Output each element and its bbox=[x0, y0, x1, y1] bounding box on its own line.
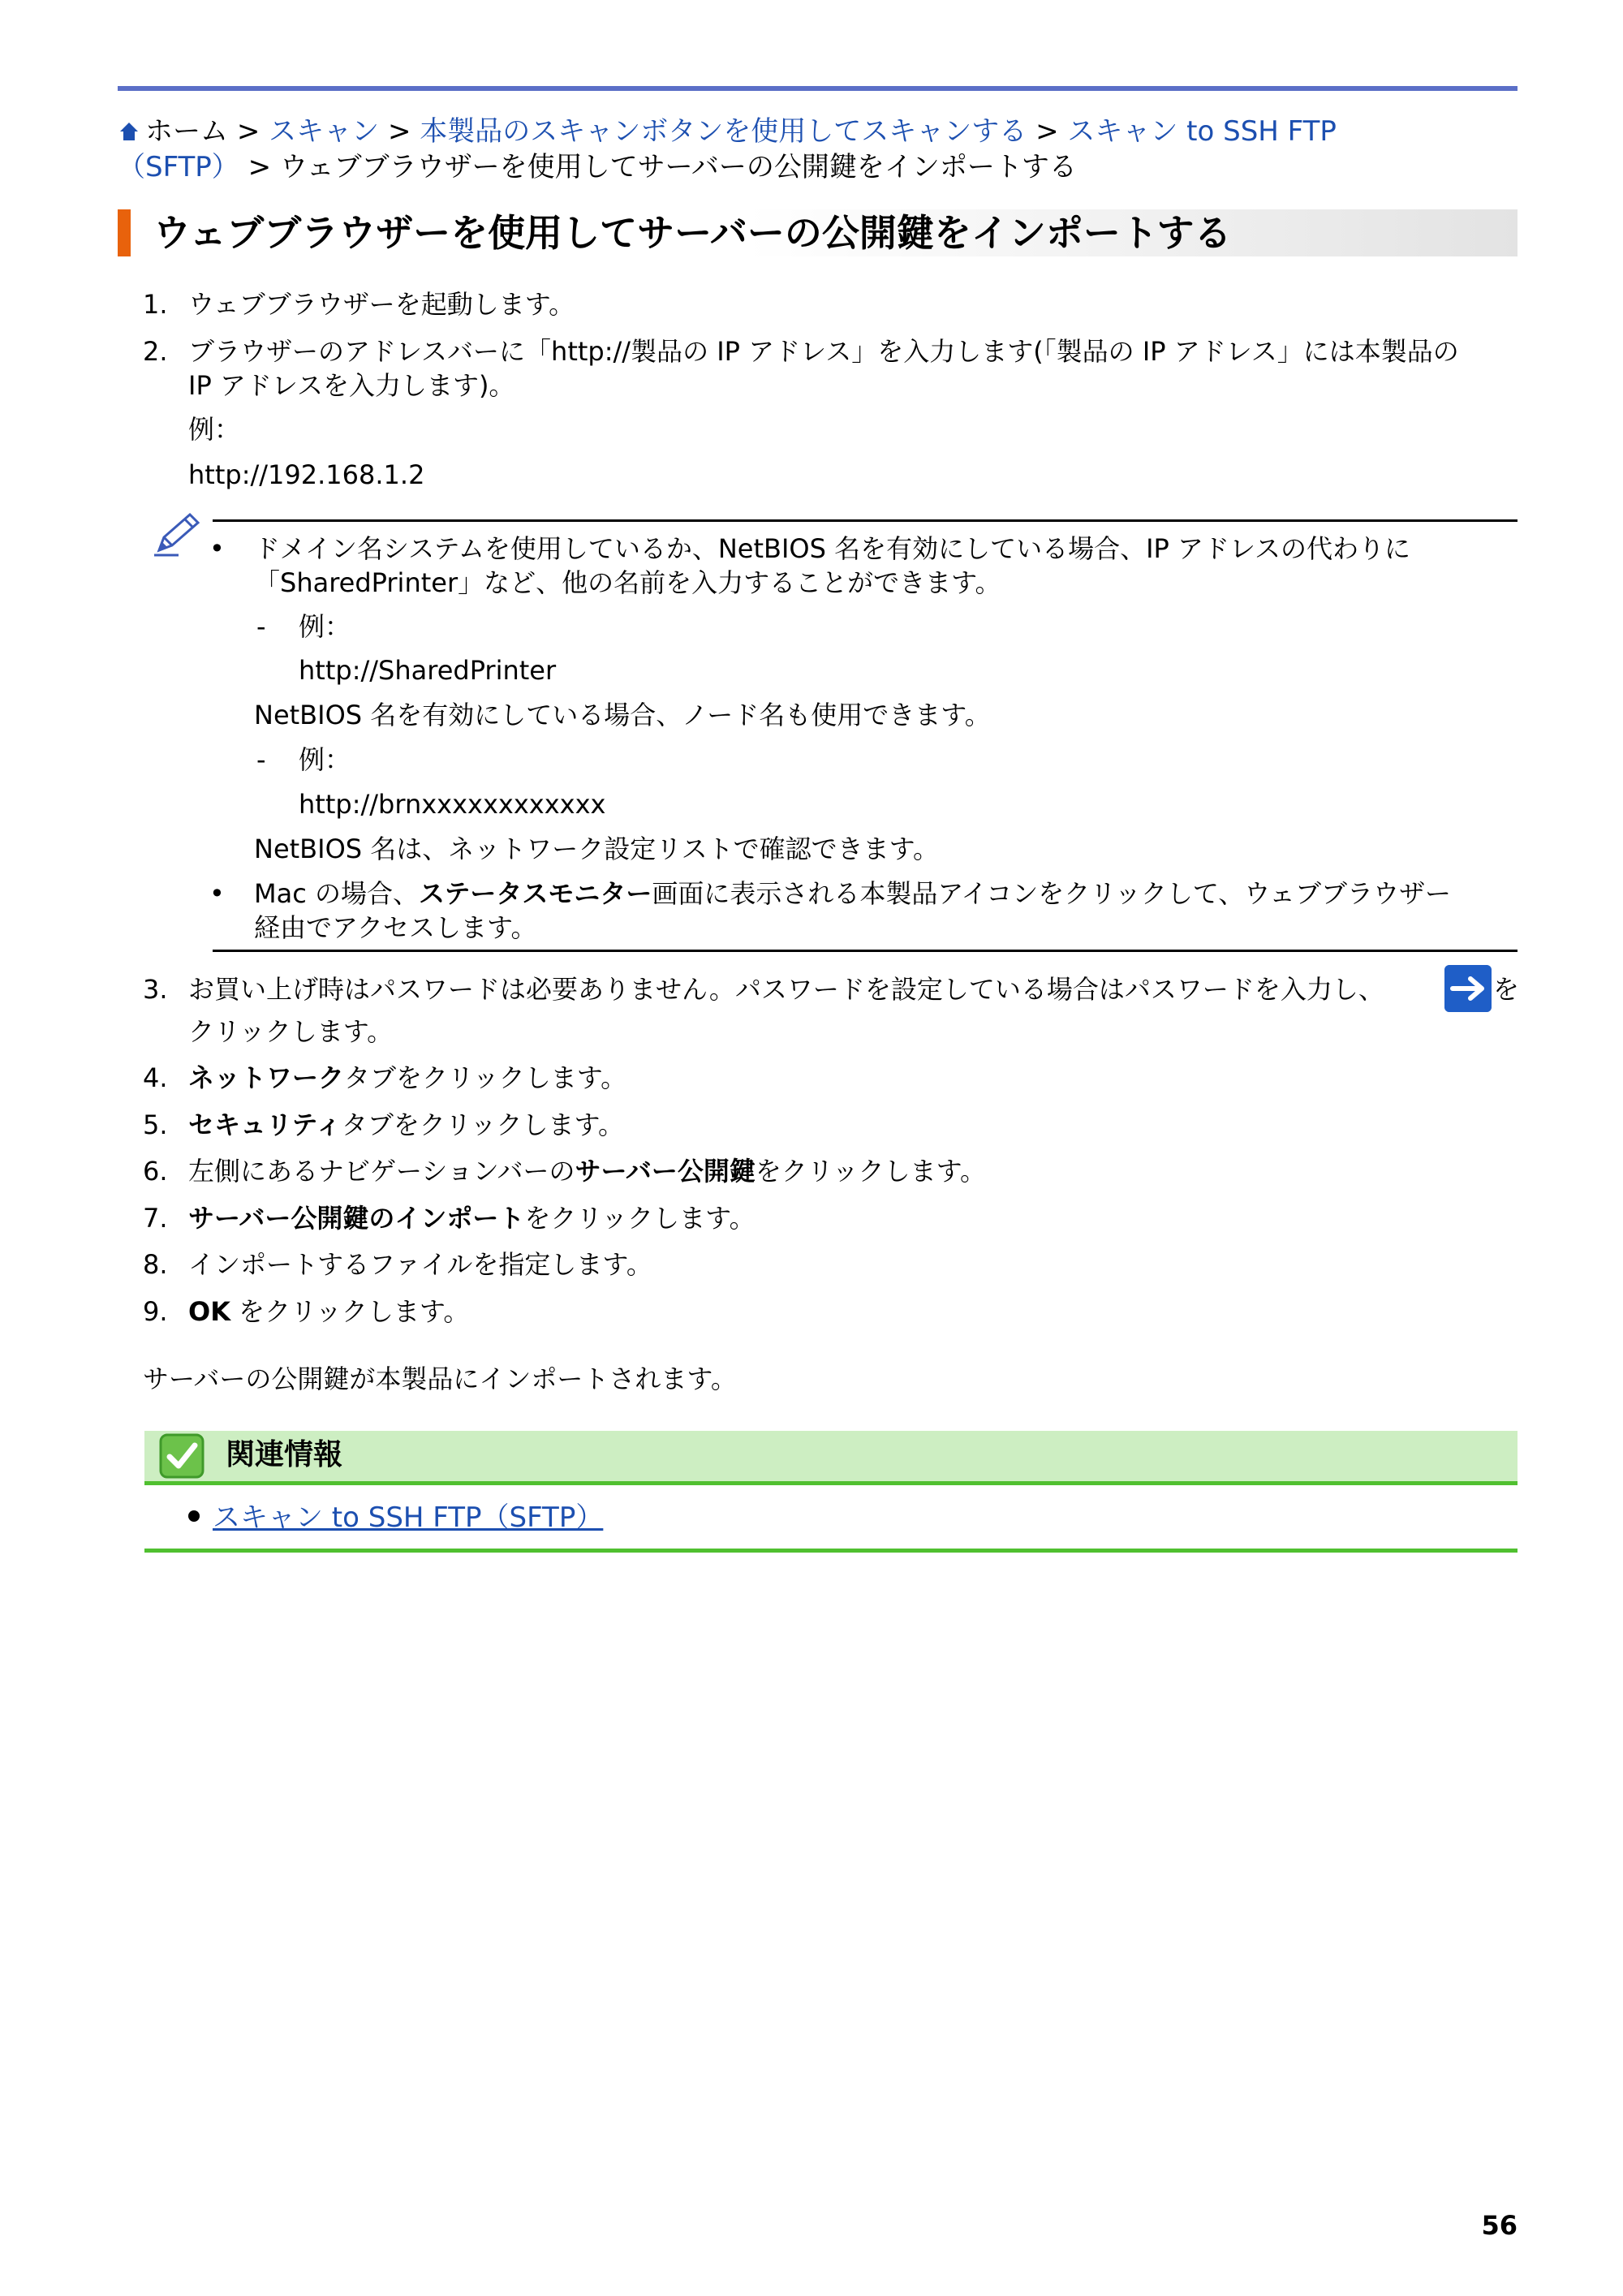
breadcrumb-home: ホーム bbox=[145, 115, 228, 148]
note-dash: - bbox=[256, 611, 266, 642]
related-info-header bbox=[144, 1431, 1518, 1481]
step-text: IP アドレスを入力します)。 bbox=[188, 370, 515, 401]
pencil-note-icon bbox=[151, 510, 203, 562]
step-text: ウェブブラウザーを起動します。 bbox=[188, 289, 575, 320]
example-url: http://192.168.1.2 bbox=[188, 459, 425, 490]
note-text: ドメイン名システムを使用しているか、NetBIOS 名を有効にしている場合、IP アドレスの代わりに bbox=[254, 533, 1411, 564]
ui-term: セキュリティ bbox=[188, 1109, 342, 1140]
step-text: サーバー公開鍵のインポートをクリックします。 bbox=[188, 1203, 756, 1234]
ui-term: サーバー公開鍵 bbox=[575, 1156, 756, 1187]
note-text: NetBIOS 名は、ネットワーク設定リストで確認できます。 bbox=[254, 834, 940, 864]
example-url: http://SharedPrinter bbox=[299, 655, 557, 686]
home-icon[interactable] bbox=[118, 120, 140, 143]
breadcrumb bbox=[118, 114, 1518, 185]
step-text: ネットワークタブをクリックします。 bbox=[188, 1062, 627, 1093]
step-number: 4. bbox=[143, 1062, 168, 1093]
status-monitor-label: ステータスモニター bbox=[419, 878, 652, 909]
breadcrumb-current: ウェブブラウザーを使用してサーバーの公開鍵をインポートする bbox=[279, 151, 1077, 183]
note-bottom-rule bbox=[213, 950, 1518, 952]
note-text: 経由でアクセスします。 bbox=[254, 912, 537, 943]
step-text: インポートするファイルを指定します。 bbox=[188, 1249, 652, 1280]
step-number: 5. bbox=[143, 1109, 168, 1140]
page-title: ウェブブラウザーを使用してサーバーの公開鍵をインポートする bbox=[153, 211, 1232, 255]
page-number: 56 bbox=[1481, 2210, 1518, 2241]
step-text: クリックします。 bbox=[188, 1016, 394, 1047]
breadcrumb-separator: > bbox=[248, 151, 272, 183]
step-text: 左側にあるナビゲーションバーのサーバー公開鍵をクリックします。 bbox=[188, 1156, 987, 1187]
step-text: を bbox=[1493, 974, 1520, 1005]
example-url: http://brnxxxxxxxxxxxx bbox=[299, 789, 606, 820]
related-bottom-divider bbox=[144, 1549, 1518, 1553]
breadcrumb-link-scan[interactable]: スキャン bbox=[269, 115, 380, 148]
breadcrumb-link-scan-button[interactable]: 本製品のスキャンボタンを使用してスキャンする bbox=[420, 115, 1027, 148]
example-label: 例： bbox=[188, 414, 241, 445]
ui-term: ネットワーク bbox=[188, 1062, 345, 1093]
step-text: ブラウザーのアドレスバーに「http://製品の IP アドレス」を入力します(「製品の IP アドレス」には本製品の bbox=[188, 336, 1459, 367]
note-text: Mac の場合、ステータスモニター画面に表示される本製品アイコンをクリックして、ウェブブラウザー bbox=[254, 878, 1452, 909]
note-text: 「SharedPrinter」など、他の名前を入力することができます。 bbox=[254, 567, 1001, 598]
ui-term: OK bbox=[188, 1296, 230, 1327]
arrow-right-icon[interactable] bbox=[1444, 965, 1492, 1012]
note-bullet: • bbox=[209, 878, 225, 909]
breadcrumb-link-scan-sftp-cont[interactable]: （SFTP） bbox=[118, 151, 239, 183]
related-divider bbox=[144, 1481, 1518, 1485]
step-number: 7. bbox=[143, 1203, 168, 1234]
step-number: 8. bbox=[143, 1249, 168, 1280]
breadcrumb-separator: > bbox=[1035, 115, 1059, 148]
list-bullet bbox=[188, 1510, 200, 1522]
example-label: 例： bbox=[299, 611, 351, 642]
note-dash: - bbox=[256, 744, 266, 775]
page-title-bar bbox=[118, 209, 1518, 256]
step-number: 3. bbox=[143, 974, 168, 1005]
top-rule bbox=[118, 86, 1518, 91]
checkmark-icon bbox=[159, 1433, 204, 1479]
step-text: お買い上げ時はパスワードは必要ありません。パスワードを設定している場合はパスワードを入力し、 bbox=[188, 974, 1384, 1005]
step-number: 6. bbox=[143, 1156, 168, 1187]
related-link-scan-sftp[interactable]: スキャン to SSH FTP（SFTP） bbox=[213, 1501, 604, 1534]
step-number: 1. bbox=[143, 289, 168, 320]
breadcrumb-link-scan-sftp[interactable]: スキャン to SSH FTP bbox=[1067, 115, 1337, 148]
step-number: 2. bbox=[143, 336, 168, 367]
breadcrumb-separator: > bbox=[236, 115, 260, 148]
note-top-rule bbox=[213, 519, 1518, 522]
title-accent bbox=[118, 209, 131, 256]
note-text: NetBIOS 名を有効にしている場合、ノード名も使用できます。 bbox=[254, 700, 991, 730]
ui-term: サーバー公開鍵のインポート bbox=[188, 1203, 525, 1234]
related-info-title: 関連情報 bbox=[226, 1438, 343, 1471]
result-text: サーバーの公開鍵が本製品にインポートされます。 bbox=[143, 1363, 737, 1394]
breadcrumb-separator: > bbox=[387, 115, 411, 148]
example-label: 例： bbox=[299, 744, 351, 775]
step-text: OK をクリックします。 bbox=[188, 1296, 470, 1327]
step-text: セキュリティタブをクリックします。 bbox=[188, 1109, 624, 1140]
note-bullet: • bbox=[209, 533, 225, 564]
step-number: 9. bbox=[143, 1296, 168, 1327]
